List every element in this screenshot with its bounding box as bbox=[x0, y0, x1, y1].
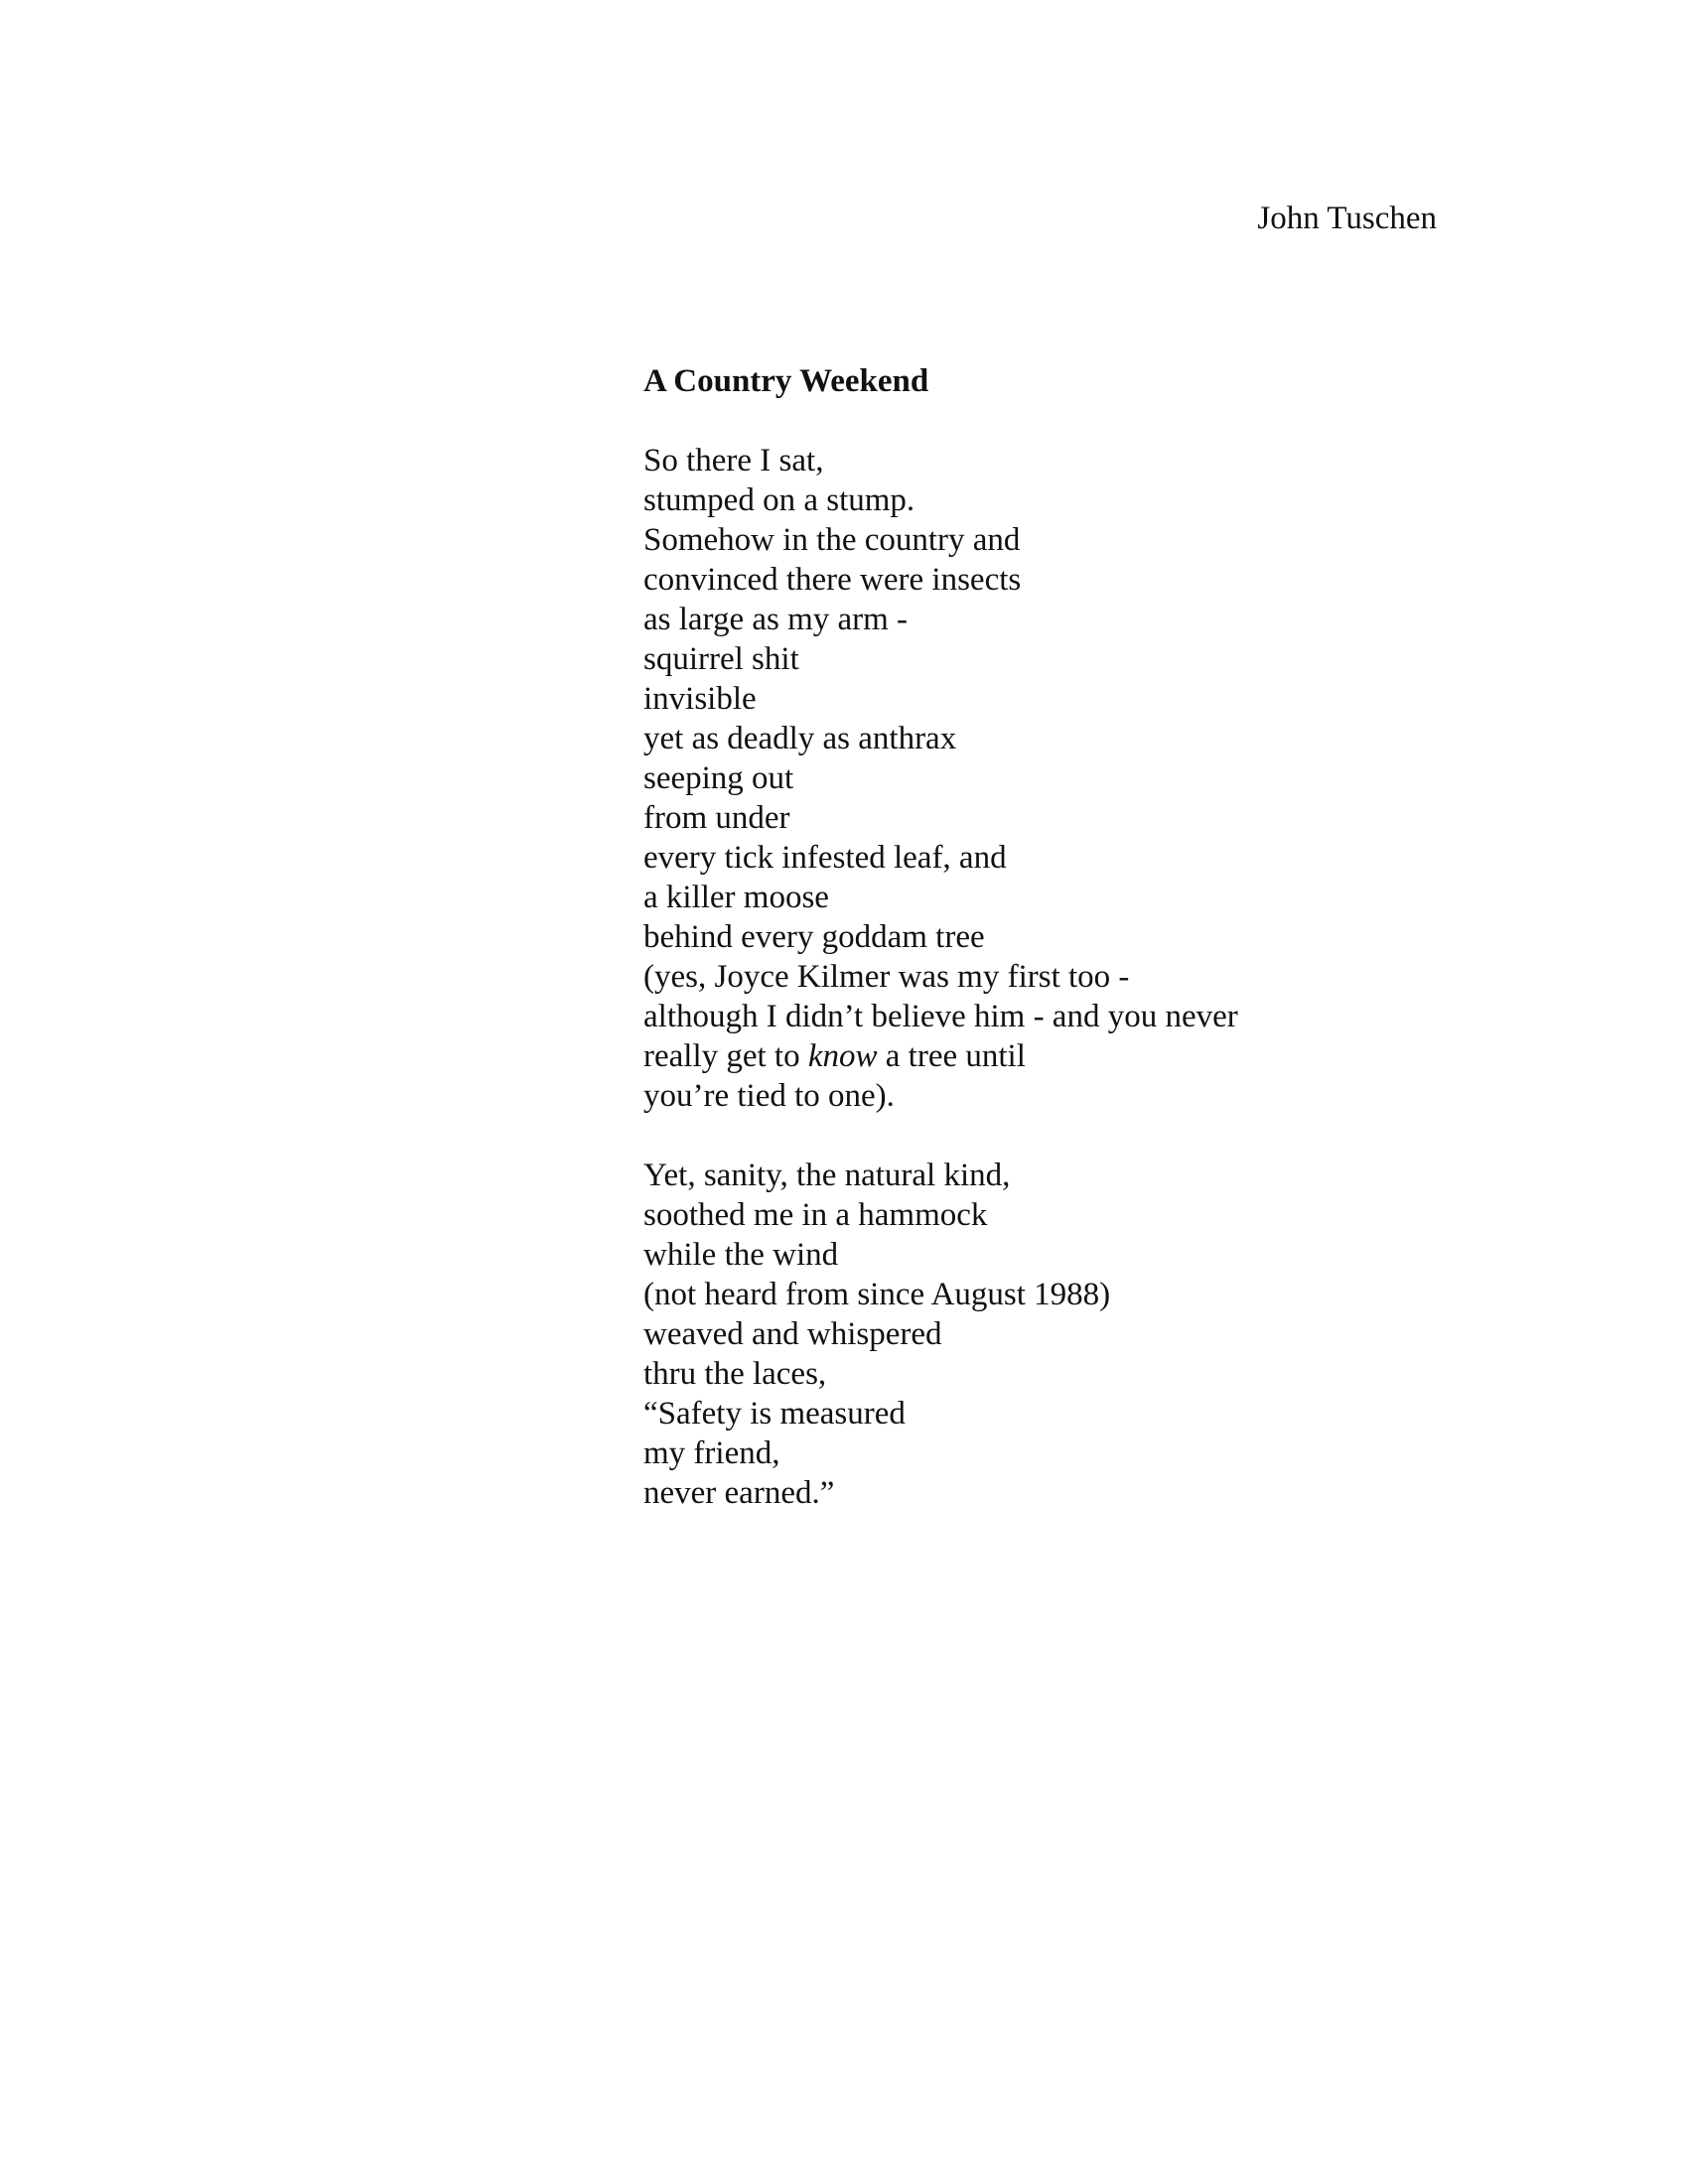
poem-line: every tick infested leaf, and bbox=[643, 840, 1007, 876]
italic-emphasis: know bbox=[807, 1038, 878, 1074]
poem-line-part: really get to bbox=[643, 1038, 808, 1074]
poem-line: while the wind bbox=[643, 1237, 839, 1273]
poem-line: invisible bbox=[643, 681, 757, 717]
poem-line: Somehow in the country and bbox=[643, 522, 1021, 558]
poem-line: soothed me in a hammock bbox=[643, 1197, 988, 1233]
poem-line: “Safety is measured bbox=[643, 1396, 906, 1432]
poem-line: squirrel shit bbox=[643, 641, 799, 677]
poem-line: behind every goddam tree bbox=[643, 919, 985, 955]
poem-line-with-italic bbox=[643, 1036, 1438, 1076]
poem-line: seeping out bbox=[643, 760, 794, 796]
stanza-2 bbox=[643, 1156, 1438, 1513]
poem-line: a killer moose bbox=[643, 880, 829, 915]
poem-line: from under bbox=[643, 800, 790, 836]
poem-line: convinced there were insects bbox=[643, 562, 1022, 598]
poem bbox=[643, 359, 1438, 1553]
poem-line: as large as my arm - bbox=[643, 602, 909, 637]
poem-line: thru the laces, bbox=[643, 1356, 827, 1392]
poem-line: although I didn’t believe him - and you never bbox=[643, 999, 1238, 1034]
poem-line: (yes, Joyce Kilmer was my first too - bbox=[643, 959, 1130, 995]
poem-line: you’re tied to one). bbox=[643, 1078, 895, 1114]
poem-line: So there I sat, bbox=[643, 443, 824, 478]
poem-line: weaved and whispered bbox=[643, 1316, 942, 1352]
poem-title: A Country Weekend bbox=[643, 363, 929, 399]
author-name: John Tuschen bbox=[1257, 201, 1437, 236]
poem-line: never earned.” bbox=[643, 1475, 835, 1511]
stanza-1 bbox=[643, 441, 1438, 1116]
poem-line: Yet, sanity, the natural kind, bbox=[643, 1158, 1011, 1193]
poem-line: my friend, bbox=[643, 1435, 780, 1471]
poem-line: stumped on a stump. bbox=[643, 482, 915, 518]
poem-line-part: a tree until bbox=[877, 1038, 1026, 1074]
poem-line: (not heard from since August 1988) bbox=[643, 1277, 1111, 1312]
poem-line: yet as deadly as anthrax bbox=[643, 721, 957, 756]
